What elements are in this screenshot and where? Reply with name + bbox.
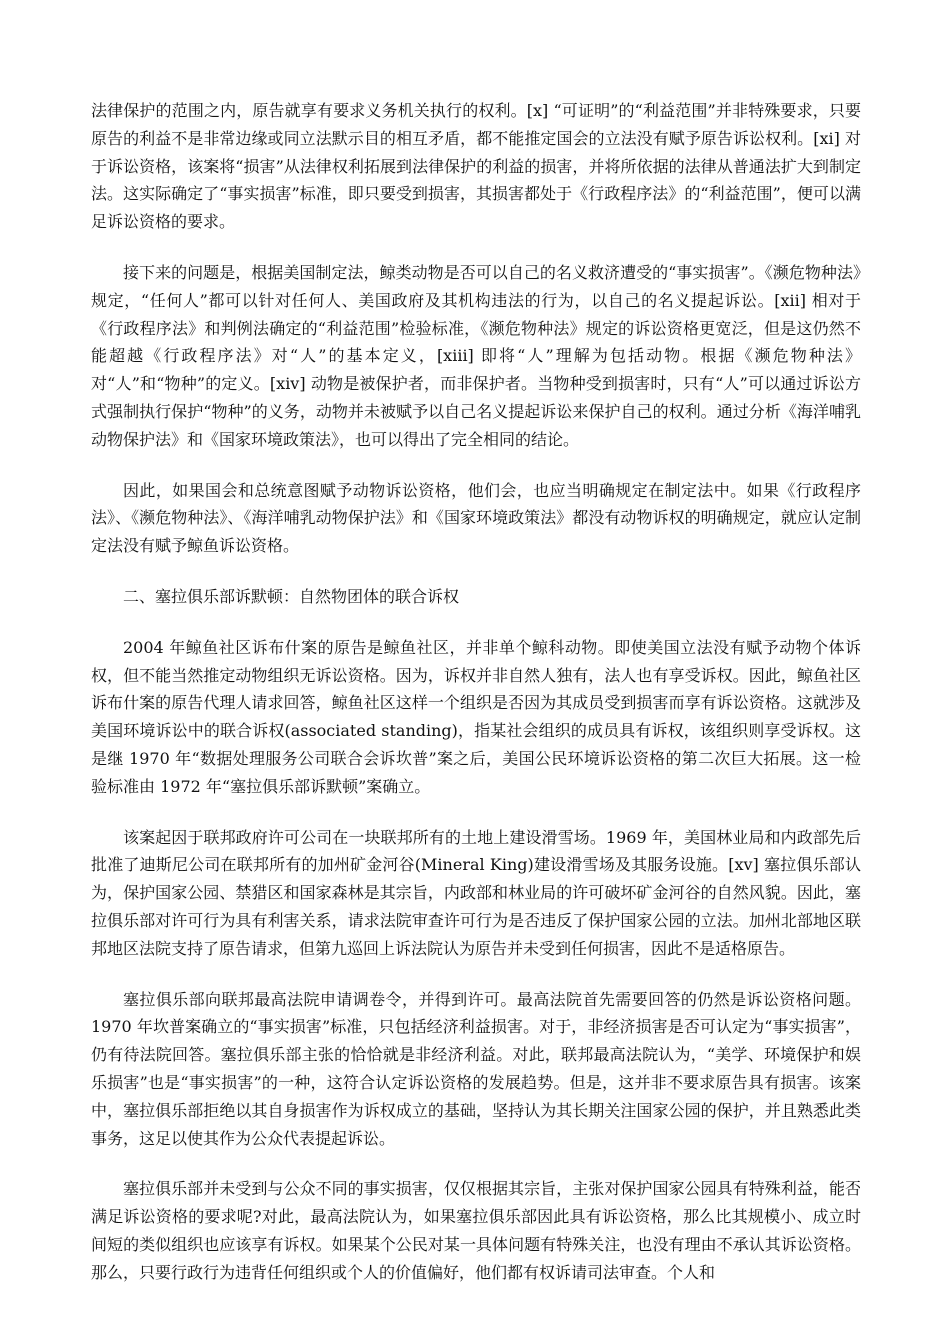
document-page	[91, 97, 861, 1309]
paragraph-7: 塞拉俱乐部并未受到与公众不同的事实损害，仅仅根据其宗旨，主张对保护国家公园具有特殊利益，能否满足诉讼资格的要求呢?对此，最高法院认为，如果塞拉俱乐部因此具有诉讼资格，那么比其规模小、成立时间短的类似组织也应该享有诉权。如果某个公民对某一具体问题有特殊关注，也没有理由不承认其诉讼资格。那么，只要行政行为违背任何组织或个人的价值偏好，他们都有权诉请司法审查。个人和	[91, 1179, 861, 1282]
paragraph-4: 2004 年鲸鱼社区诉布什案的原告是鲸鱼社区，并非单个鲸科动物。即使美国立法没有赋予动物个体诉权，但不能当然推定动物组织无诉讼资格。因为，诉权并非自然人独有，法人也有享受诉权。因此，鲸鱼社区诉布什案的原告代理人请求回答，鲸鱼社区这样一个组织是否因为其成员受到损害而享有诉讼资格。这就涉及美国环境诉讼中的联合诉权(associated standing)，指某社会组织的成员具有诉权，该组织则享受诉权。这是继 1970 年“数据处理服务公司联合会诉坎普”案之后，美国公民环境诉讼资格的第二次巨大拓展。这一检验标准由 1972 年“塞拉俱乐部诉默顿”案确立。	[91, 637, 861, 796]
paragraph-2: 接下来的问题是，根据美国制定法，鲸类动物是否可以自己的名义救济遭受的“事实损害”。《濒危物种法》规定，“任何人”都可以针对任何人、美国政府及其机构违法的行为，以自己的名义提起诉讼。[xii] 相对于《行政程序法》和判例法确定的“利益范围”检验标准，《濒危物种法》规定的诉讼资格更宽泛，但是这仍然不能超越《行政程序法》对“人”的基本定义，[xiii] 即将“人”理解为包括动物。根据《濒危物种法》对“人”和“物种”的定义。[xiv] 动物是被保护者，而非保护者。当物种受到损害时，只有“人”可以通过诉讼方式强制执行保护“物种”的义务，动物并未被赋予以自己名义提起诉讼来保护自己的权利。通过分析《海洋哺乳动物保护法》和《国家环境政策法》，也可以得出了完全相同的结论。	[91, 262, 861, 449]
paragraph-5: 该案起因于联邦政府许可公司在一块联邦所有的土地上建设滑雪场。1969 年，美国林业局和内政部先后批准了迪斯尼公司在联邦所有的加州矿金河谷(Mineral King)建设滑雪场及其服务设施。[xv] 塞拉俱乐部认为，保护国家公园、禁猎区和国家森林是其宗旨，内政部和林业局的许可破坏矿金河谷的自然风貌。因此，塞拉俱乐部对许可行为具有利害关系，请求法院审查许可行为是否违反了保护国家公园的立法。加州北部地区联邦地区法院支持了原告请求，但第九巡回上诉法院认为原告并未受到任何损害，因此不是适格原告。	[91, 827, 861, 958]
paragraph-3: 因此，如果国会和总统意图赋予动物诉讼资格，他们会，也应当明确规定在制定法中。如果《行政程序法》、《濒危物种法》、《海洋哺乳动物保护法》和《国家环境政策法》都没有动物诉权的明确规定，就应认定制定法没有赋予鲸鱼诉讼资格。	[91, 480, 861, 556]
section-heading: 二、塞拉俱乐部诉默顿：自然物团体的联合诉权	[123, 586, 460, 606]
paragraph-1: 法律保护的范围之内，原告就享有要求义务机关执行的权利。[x] “可证明”的“利益范围”并非特殊要求，只要原告的利益不是非常边缘或同立法默示目的相互矛盾，都不能推定国会的立法没有赋予原告诉讼权利。[xi] 对于诉讼资格，该案将“损害”从法律权利拓展到法律保护的利益的损害，并将所依据的法律从普通法扩大到制定法。这实际确定了“事实损害”标准，即只要受到损害，其损害都处于《行政程序法》的“利益范围”，便可以满足诉讼资格的要求。	[91, 101, 861, 232]
paragraph-6: 塞拉俱乐部向联邦最高法院申请调卷令，并得到许可。最高法院首先需要回答的仍然是诉讼资格问题。1970 年坎普案确立的“事实损害”标准，只包括经济利益损害。对于，非经济损害是否可认定为“事实损害”，仍有待法院回答。塞拉俱乐部主张的恰恰就是非经济利益。对此，联邦最高法院认为，“美学、环境保护和娱乐损害”也是“事实损害”的一种，这符合认定诉讼资格的发展趋势。但是，这并非不要求原告具有损害。该案中，塞拉俱乐部拒绝以其自身损害作为诉权成立的基础，坚持认为其长期关注国家公园的保护，并且熟悉此类事务，这足以使其作为公众代表提起诉讼。	[91, 989, 861, 1148]
